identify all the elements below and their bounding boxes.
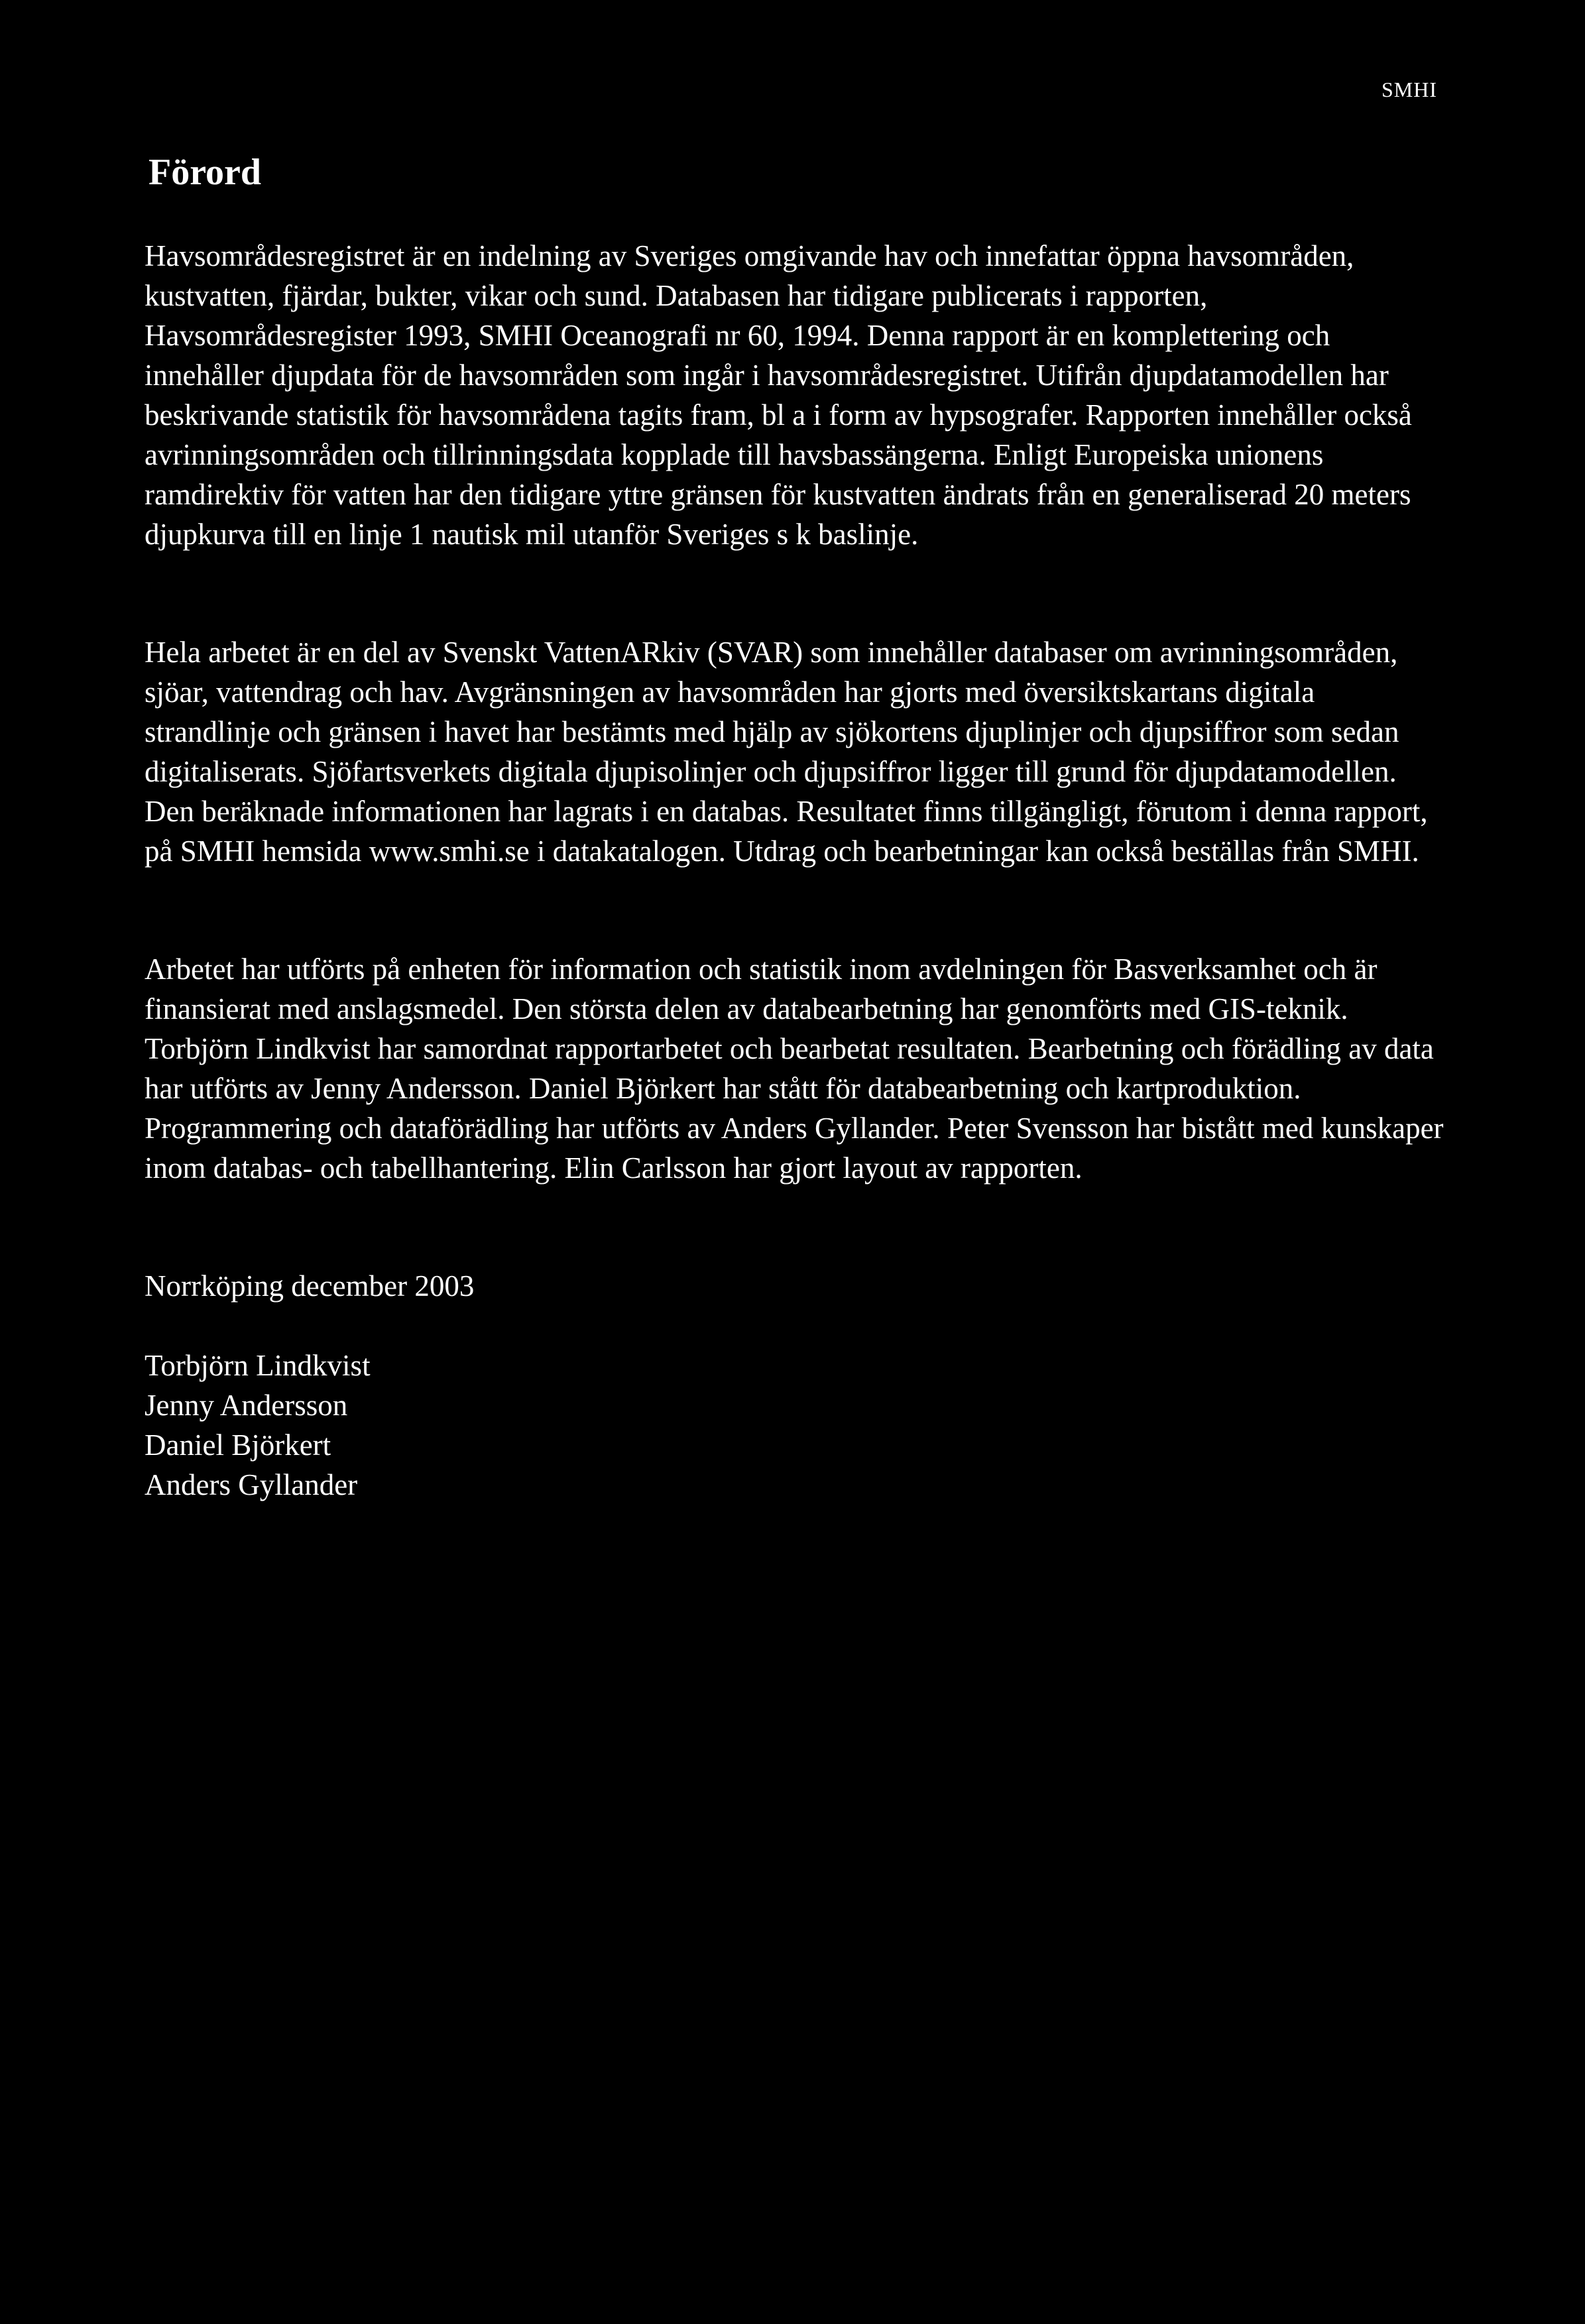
place-date: Norrköping december 2003: [145, 1269, 475, 1303]
signatory-name: Daniel Björkert: [145, 1428, 331, 1462]
paragraph-credits: Arbetet har utförts på enheten för information och statistik inom avdelningen för Basverksamhet och är finansierat med anslagsmedel. Den största delen av databearbetning har genomförts med GIS-teknik. Torbjörn Lindkvist har samordnat rapportarbetet och bearbetat resultaten. Bearbetning och förädling av data har utförts av Jenny Andersson. Daniel Björkert har stått för databearbetning och kartproduktion. Programmering och dataförädling har utförts av Anders Gyllander. Peter Svensson har bistått med kunskaper inom databas- och tabellhantering. Elin Carlsson har gjort layout av rapporten.: [145, 953, 1444, 1185]
paragraph-intro: Havsområdesregistret är en indelning av Sveriges omgivande hav och innefattar öppna havsområden, kustvatten, fjärdar, bukter, vikar och sund. Databasen har tidigare publicerats i rapporten, Havsområdesregister 1993, SMHI Oceanografi nr 60, 1994. Denna rapport är en komplettering och innehåller djupdata för de havsområden som ingår i havsområdesregistret. Utifrån djupdatamodellen har beskrivande statistik för havsområdena tagits fram, bl a i form av hypsografer. Rapporten innehåller också avrinningsområden och tillrinningsdata kopplade till havsbassängerna. Enligt Europeiska unionens ramdirektiv för vatten har den tidigare yttre gränsen för kustvatten ändrats från en generaliserad 20 meters djupkurva till en linje 1 nautisk mil utanför Sveriges s k baslinje.: [145, 239, 1412, 551]
header-org-name: SMHI: [1381, 78, 1437, 101]
signatory-name: Anders Gyllander: [145, 1468, 358, 1501]
signatory-name: Torbjörn Lindkvist: [145, 1349, 371, 1382]
paragraph-svar: Hela arbetet är en del av Svenskt VattenARkiv (SVAR) som innehåller databaser om avrinningsområden, sjöar, vattendrag och hav. Avgränsningen av havsområden har gjorts med översiktskartans digitala strandlinje och gränsen i havet har bestämts med hjälp av sjökortens djuplinjer och djupsiffror som sedan digitaliserats. Sjöfartsverkets digitala djupisolinjer och djupsiffror ligger till grund för djupdatamodellen. Den beräknade informationen har lagrats i en databas. Resultatet finns tillgängligt, förutom i denna rapport, på SMHI hemsida www.smhi.se i datakatalogen. Utdrag och bearbetningar kan också beställas från SMHI.: [145, 636, 1428, 868]
signatory-name: Jenny Andersson: [145, 1389, 348, 1422]
signature-block: [145, 1346, 1444, 1505]
page-title: Förord: [148, 152, 262, 193]
document-body: [145, 236, 1444, 1505]
